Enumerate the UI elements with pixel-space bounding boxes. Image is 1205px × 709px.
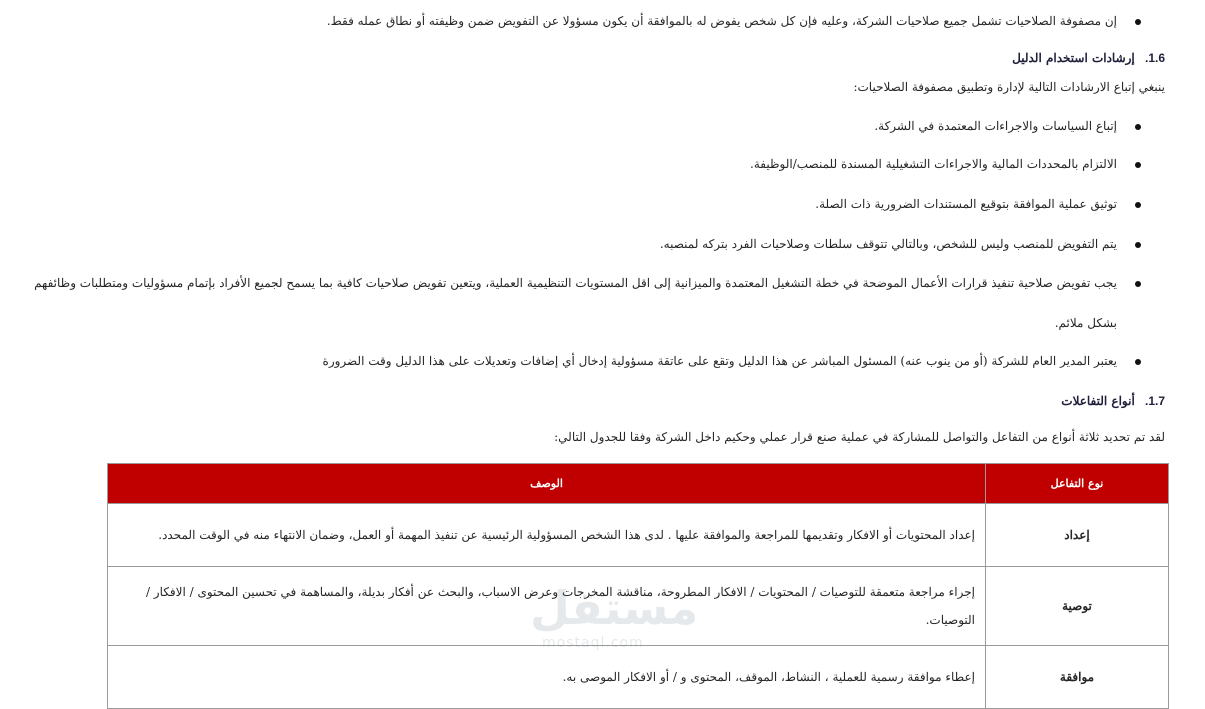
bullet-item <box>327 14 1117 28</box>
bullet-item <box>323 354 1117 368</box>
table-header-row <box>108 464 1169 504</box>
bullet-dot-icon <box>1135 124 1141 130</box>
table-row <box>108 567 1169 646</box>
table-cell-type: توصية <box>986 567 1169 646</box>
bullet-dot-icon <box>1135 19 1141 25</box>
bullet-item <box>750 157 1117 171</box>
bullet-text: يعتبر المدير العام للشركة (أو من ينوب عنه) المسئول المباشر عن هذا الدليل وتقع على عاتقة مسؤولية إدخال أي إضافات وتعديلات على هذا الدليل وقت الضرورة <box>322 354 1117 368</box>
bullet-text: يتم التفويض للمنصب وليس للشخص، وبالتالي تتوقف سلطات وصلاحيات الفرد بتركه لمنصبه. <box>659 237 1117 251</box>
bullet-text: الالتزام بالمحددات المالية والاجراءات التشغيلية المسندة للمنصب/الوظيفة. <box>750 157 1117 171</box>
bullet-text: إن مصفوفة الصلاحيات تشمل جميع صلاحيات الشركة، وعليه فإن كل شخص يفوض له بالموافقة أن يكون مسؤولا عن التفويض ضمن وظيفته أو نطاق عمله فقط. <box>326 14 1117 28</box>
section-heading-1-7 <box>1061 394 1165 408</box>
bullet-text: إتباع السياسات والاجراءات المعتمدة في الشركة. <box>874 119 1117 133</box>
table-row <box>108 646 1169 709</box>
bullet-continuation: بشكل ملائم. <box>1054 316 1117 330</box>
table-row <box>108 504 1169 567</box>
bullet-item <box>874 119 1117 133</box>
table-cell-description: إعطاء موافقة رسمية للعملية ، النشاط، الموقف، المحتوى و / أو الافكار الموصى به. <box>108 646 986 709</box>
section-number: 1.6. <box>1144 51 1165 65</box>
table-cell-description: إعداد المحتويات أو الافكار وتقديمها للمراجعة والموافقة عليها . لدى هذا الشخص المسؤولية الرئيسية عن تنفيذ المهمة أو العمل، وضمان الانتهاء منه في الوقت المحدد. <box>108 504 986 567</box>
bullet-dot-icon <box>1135 202 1141 208</box>
section-intro: ينبغي إتباع الارشادات التالية لإدارة وتطبيق مصفوفة الصلاحيات: <box>853 80 1165 94</box>
section-intro: لقد تم تحديد ثلاثة أنواع من التفاعل والتواصل للمشاركة في عملية صنع قرار عملي وحكيم داخل الشركة وفقا للجدول التالي: <box>554 430 1165 444</box>
bullet-dot-icon <box>1135 242 1141 248</box>
section-heading-1-6 <box>1012 51 1165 65</box>
bullet-text: توثيق عملية الموافقة بتوقيع المستندات الضرورية ذات الصلة. <box>815 197 1117 211</box>
section-title: أنواع التفاعلات <box>1061 394 1135 408</box>
bullet-dot-icon <box>1135 162 1141 168</box>
section-number: 1.7. <box>1144 394 1165 408</box>
bullet-item <box>815 197 1117 211</box>
bullet-text: يجب تفويض صلاحية تنفيذ قرارات الأعمال الموضحة في خطة التشغيل المعتمدة والميزانية إلى اقل المستويات التنظيمية العملية، ويتعين تفويض صلاحيات كافية بما يسمح لجميع الأفراد بإتمام مسؤوليات ومتطلبات وظائفهم <box>34 276 1117 290</box>
bullet-item <box>34 276 1117 290</box>
bullet-item <box>660 237 1117 251</box>
table-cell-type: إعداد <box>986 504 1169 567</box>
interaction-types-table <box>107 463 1169 709</box>
bullet-dot-icon <box>1135 281 1141 287</box>
section-title: إرشادات استخدام الدليل <box>1012 51 1135 65</box>
table-header-description: الوصف <box>108 464 986 504</box>
table-cell-description: إجراء مراجعة متعمقة للتوصيات / المحتويات / الافكار المطروحة، مناقشة المخرجات وعرض الاسباب، والبحث عن أفكار بديلة، والمساهمة في تحسين المحتوى / الافكار / التوصيات. <box>108 567 986 646</box>
table-cell-type: موافقة <box>986 646 1169 709</box>
watermark-subtext: mostaql.com <box>542 635 644 651</box>
watermark-text: مستقل <box>530 581 699 635</box>
table-header-type: نوع التفاعل <box>986 464 1169 504</box>
bullet-dot-icon <box>1135 359 1141 365</box>
